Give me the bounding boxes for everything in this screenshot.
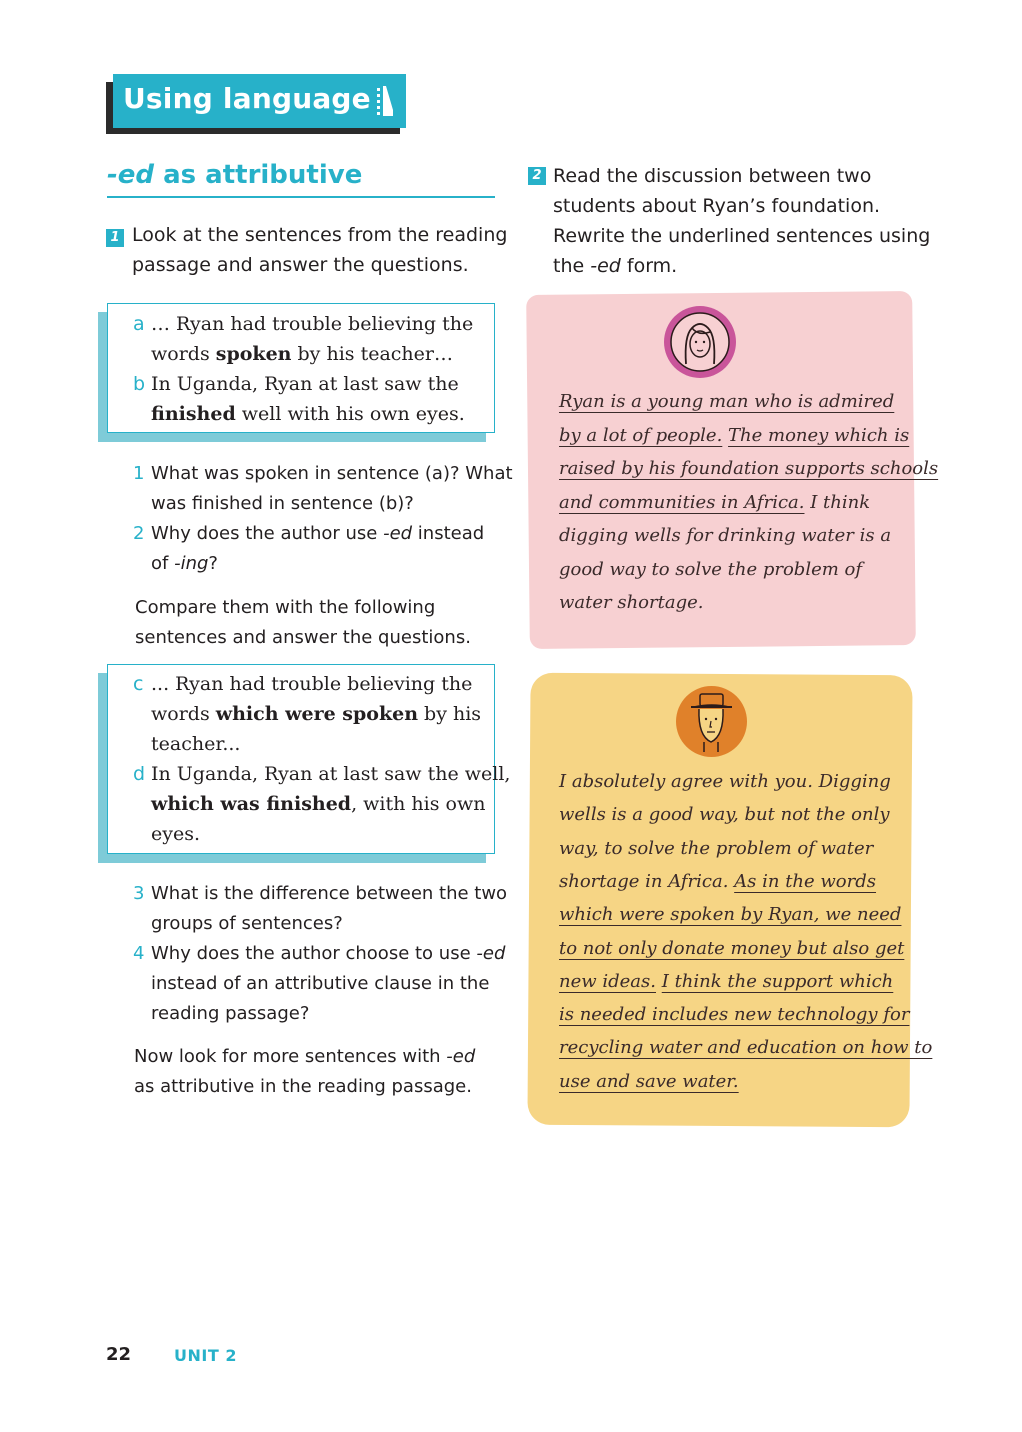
example-b-line-1: In Uganda, Ryan at last saw the [151, 373, 459, 395]
question-2-number: 2 [133, 523, 145, 544]
card-line: wells is a good way, but not the only [559, 804, 890, 826]
card-line: way, to solve the problem of water [559, 837, 874, 859]
example-letter-d: d [133, 763, 146, 785]
card-line: raised by his foundation supports schools [559, 458, 939, 479]
man-with-hat-icon [676, 686, 747, 757]
card-line: digging wells for drinking water is a [559, 525, 892, 546]
example-letter-c: c [133, 673, 144, 695]
example-a-line-1: … Ryan had trouble believing the [151, 313, 474, 335]
example-b-line-2: finished well with his own eyes. [151, 403, 465, 425]
example-d-line-2: which was finished, with his own [151, 793, 486, 815]
question-4-line-2: instead of an attributive clause in the [151, 973, 490, 994]
example-c-line-2: words which were spoken by his [151, 703, 482, 725]
card-line: to not only donate money but also get [559, 937, 905, 959]
question-3-line-2: groups of sentences? [151, 913, 343, 934]
card-line: is needed includes new technology for [559, 1004, 910, 1026]
heading-ed: -ed [107, 160, 155, 190]
exercise-1-number: 1 [106, 229, 124, 247]
question-4-line-3: reading passage? [151, 1003, 310, 1024]
question-4-number: 4 [133, 943, 145, 964]
question-3-number: 3 [133, 883, 145, 904]
question-1-line-1: What was spoken in sentence (a)? What [151, 463, 513, 484]
example-a-line-2: words spoken by his teacher… [151, 343, 453, 365]
more-instruction: Now look for more sentences with -ed as attributive in the reading passage. [134, 1046, 476, 1097]
page-number: 22 [106, 1344, 132, 1365]
unit-label: UNIT 2 [174, 1346, 237, 1365]
exercise-1-instruction: Look at the sentences from the reading passage and answer the questions. [132, 224, 508, 276]
card-line: and communities in Africa. I think [559, 491, 871, 513]
card-line: which were spoken by Ryan, we need [559, 904, 902, 926]
card-line: use and save water. [559, 1070, 739, 1092]
card-line: Ryan is a young man who is admired [559, 391, 895, 412]
question-2-line-1: Why does the author use -ed instead [151, 523, 485, 544]
example-c-line-3: teacher... [151, 733, 241, 755]
section-heading [107, 160, 495, 198]
card-line: water shortage. [559, 592, 704, 613]
section-banner [113, 74, 406, 128]
example-c-line-1: ... Ryan had trouble believing the [151, 673, 473, 695]
question-2-line-2: of -ing? [151, 553, 218, 574]
question-3-line-1: What is the difference between the two [151, 883, 508, 904]
card-line: new ideas. I think the support which [559, 970, 894, 992]
banner-title: Using language [123, 82, 371, 115]
question-4-line-1: Why does the author choose to use -ed [151, 943, 506, 964]
heading-rest: as attributive [154, 160, 363, 190]
example-d-line-3: eyes. [151, 823, 201, 845]
bookmark-icon [377, 86, 395, 118]
exercise-2-number: 2 [528, 167, 546, 185]
question-1-number: 1 [133, 463, 145, 484]
exercise-2-instruction: Read the discussion between two students about Ryan’s foundation. Rewrite the underlined sentences using the -ed form. [553, 165, 931, 277]
card-line: good way to solve the problem of [559, 558, 863, 580]
woman-face-icon [664, 306, 736, 378]
compare-instruction: Compare them with the following sentences and answer the questions. [135, 597, 471, 648]
example-letter-b: b [133, 373, 146, 395]
card-line: I absolutely agree with you. Digging [559, 771, 891, 792]
card-line: by a lot of people. The money which is [559, 424, 910, 446]
example-letter-a: a [133, 313, 145, 335]
card-line: recycling water and education on how to [559, 1037, 933, 1059]
card-line: shortage in Africa. As in the words [559, 870, 877, 892]
question-1-line-2: was finished in sentence (b)? [151, 493, 414, 514]
example-d-line-1: In Uganda, Ryan at last saw the well, [151, 763, 511, 785]
